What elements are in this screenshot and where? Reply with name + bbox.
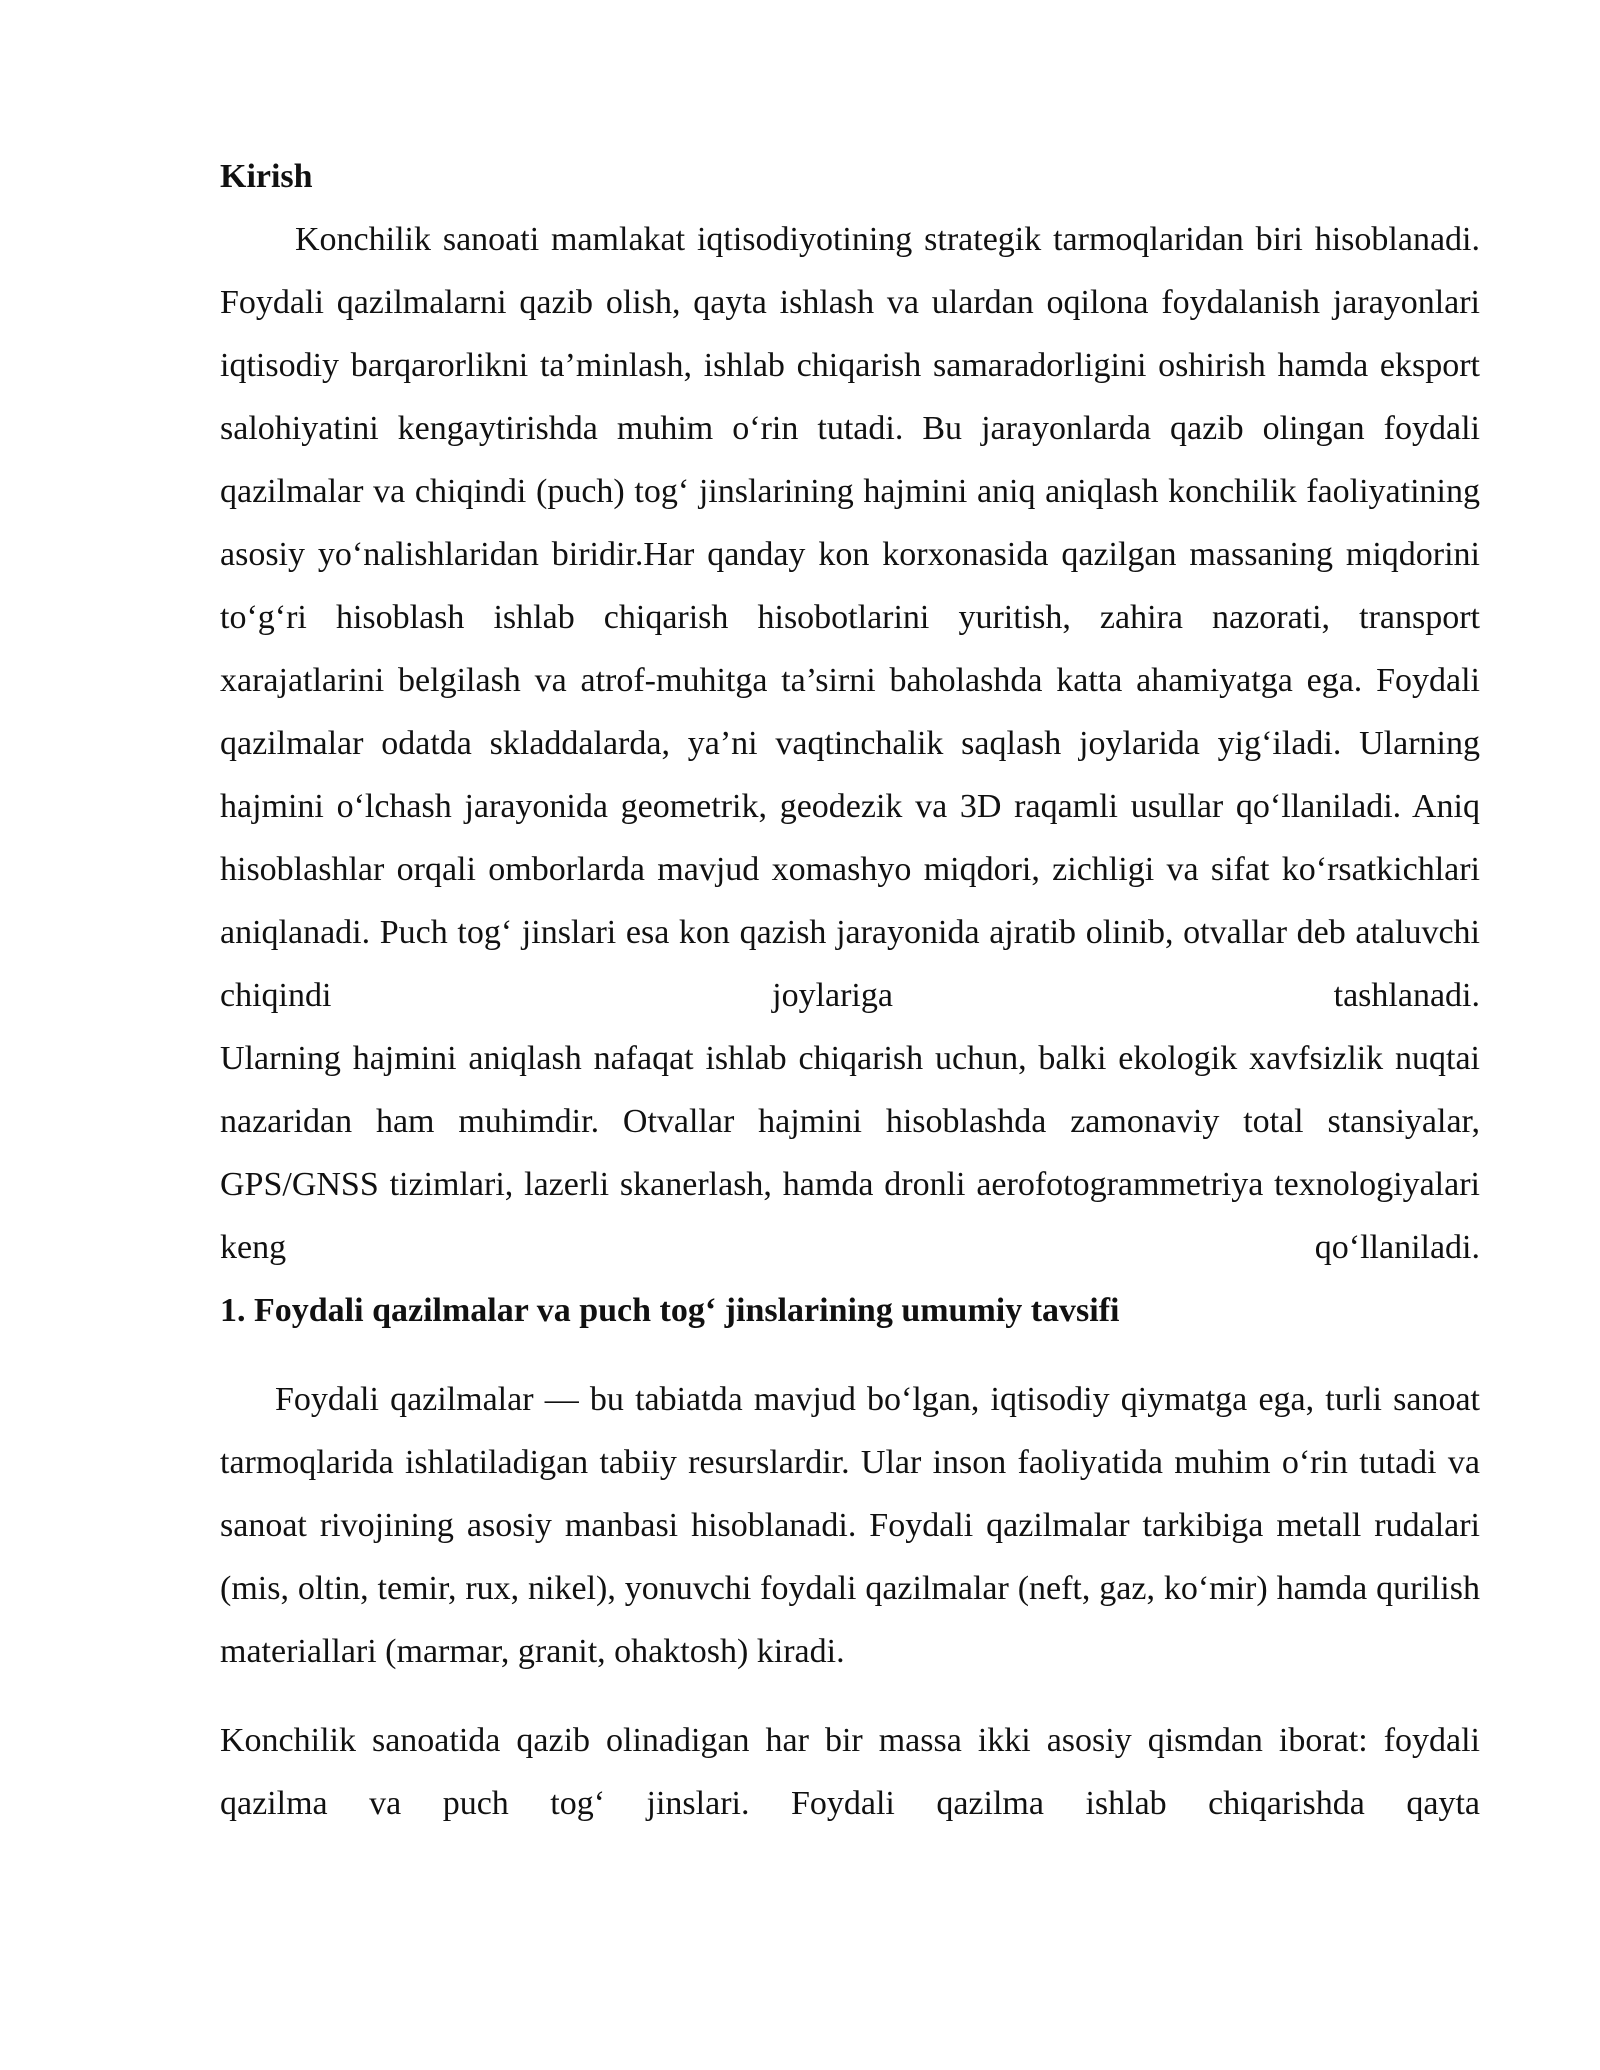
section-heading: 1. Foydali qazilmalar va puch tog‘ jinslarining umumiy tavsifi xyxy=(220,1292,1120,1329)
section-paragraph: Foydali qazilmalar — bu tabiatda mavjud bo‘lgan, iqtisodiy qiymatga ega, turli sanoat tarmoqlarida ishlatiladigan tabiiy resurslardir. Ular inson faoliyatida muhim o‘rin tutadi va sanoat rivojining asosiy manbasi hisoblanadi. Foydali qazilmalar tarkibiga metall rudalari (mis, oltin, temir, rux, nikel), yonuvchi foydali qazilmalar (neft, gaz, ko‘mir) hamda qurilish materiallari (marmar, granit, ohaktosh) kiradi. xyxy=(220,1381,1480,1670)
intro-heading: Kirish xyxy=(220,158,313,195)
section-paragraph: Konchilik sanoatida qazib olinadigan har bir massa ikki asosiy qismdan iborat: foydali qazilma va puch tog‘ jinslari. Foydali qazilma ishlab chiqarishda qayta xyxy=(220,1722,1480,1822)
intro-paragraph: Konchilik sanoati mamlakat iqtisodiyotining strategik tarmoqlaridan biri hisoblanadi. Foydali qazilmalarni qazib olish, qayta ishlash va ulardan oqilona foydalanish jarayonlari iqtisodiy barqarorlikni ta’minlash, ishlab chiqarish samaradorligini oshirish hamda eksport salohiyatini kengaytirishda muhim o‘rin tutadi. Bu jarayonlarda qazib olingan foydali qazilmalar va chiqindi (puch) tog‘ jinslarining hajmini aniq aniqlash konchilik faoliyatining asosiy yo‘nalishlaridan biridir.Har qanday kon korxonasida qazilgan massaning miqdorini to‘g‘ri hisoblash ishlab chiqarish hisobotlarini yuritish, zahira nazorati, transport xarajatlarini belgilash va atrof-muhitga ta’sirni baholashda katta ahamiyatga ega. Foydali qazilmalar odatda skladdalarda, ya’ni vaqtinchalik saqlash joylarida yig‘iladi. Ularning hajmini o‘lchash jarayonida geometrik, geodezik va 3D raqamli usullar qo‘llaniladi. Aniq hisoblashlar orqali omborlarda mavjud xomashyo miqdori, zichligi va sifat ko‘rsatkichlari aniqlanadi. Puch tog‘ jinslari esa kon qazish jarayonida ajratib olinib, otvallar deb ataluvchi chiqindi joylariga tashlanadi. xyxy=(220,221,1480,1014)
intro-paragraph-continued: Ularning hajmini aniqlash nafaqat ishlab chiqarish uchun, balki ekologik xavfsizlik nuqtai nazaridan ham muhimdir. Otvallar hajmini hisoblashda zamonaviy total stansiyalar, GPS/GNSS tizimlari, lazerli skanerlash, hamda dronli aerofotogrammetriya texnologiyalari keng qo‘llaniladi. xyxy=(220,1040,1480,1266)
document-page xyxy=(220,145,1480,1835)
